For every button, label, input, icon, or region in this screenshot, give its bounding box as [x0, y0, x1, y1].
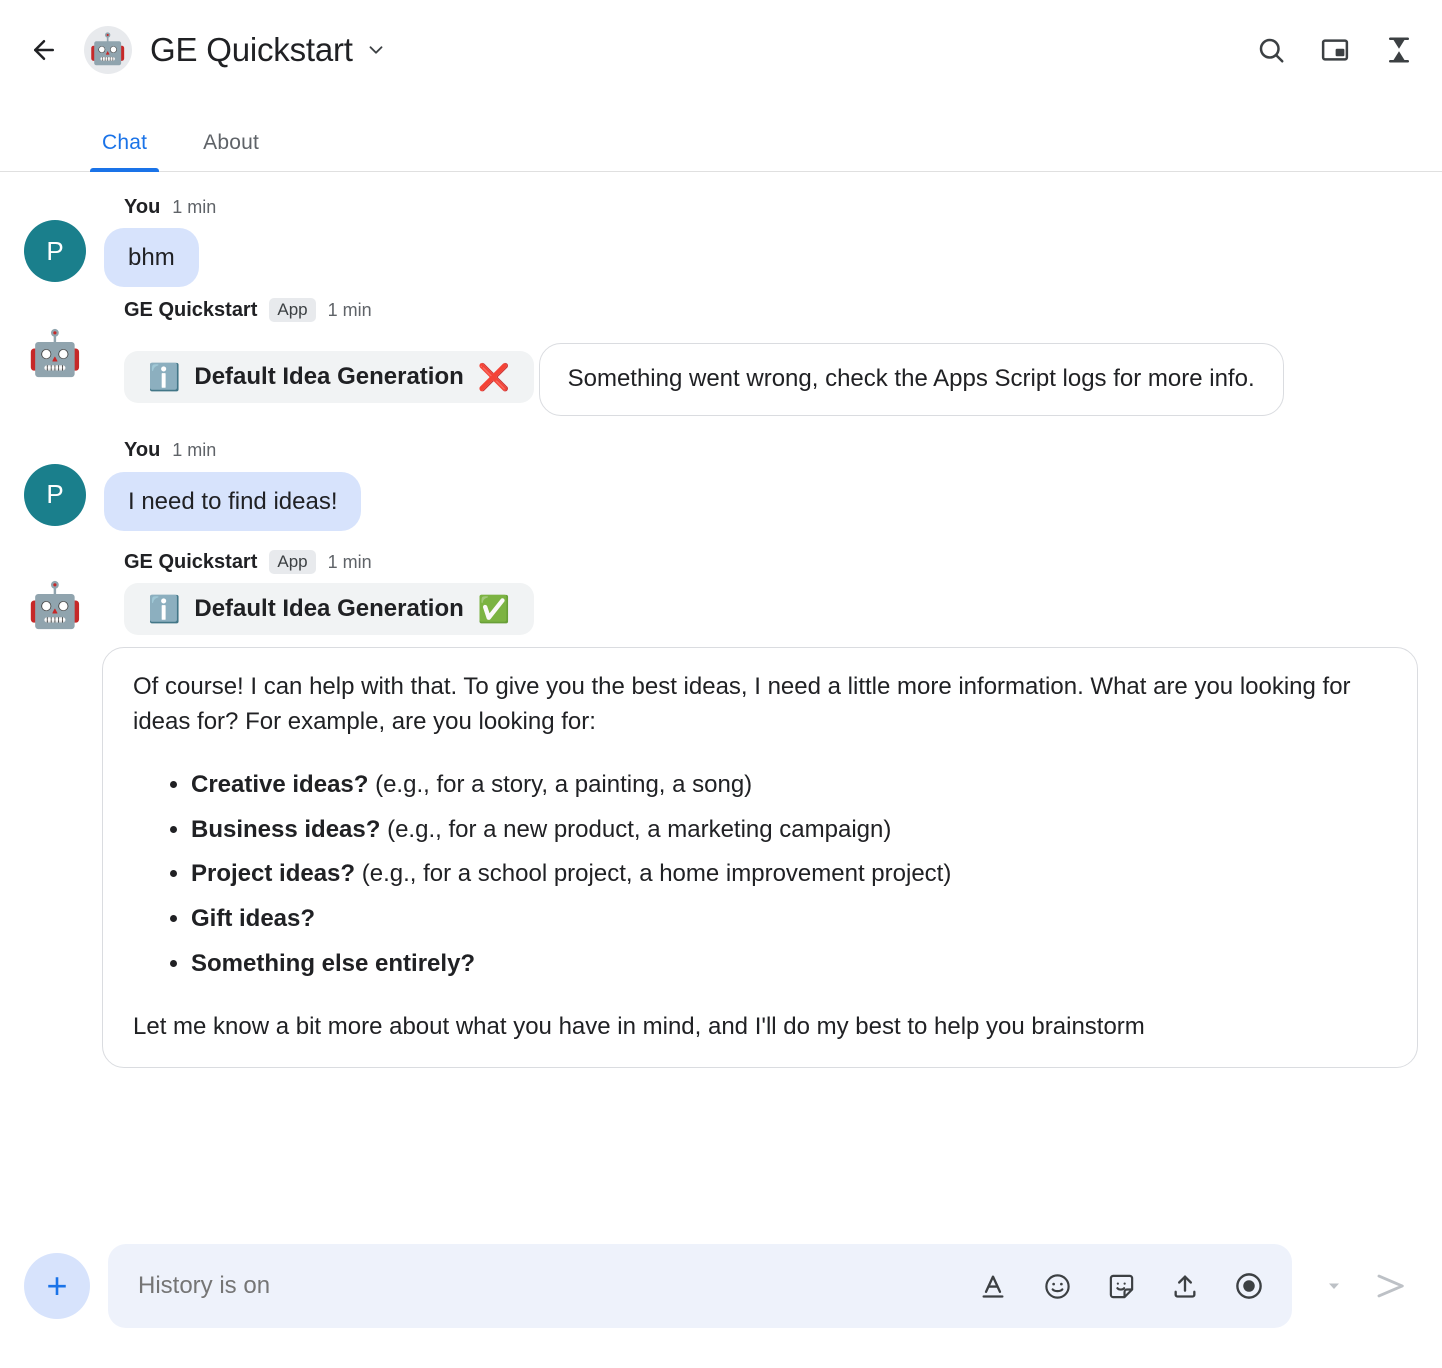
sender-name: You	[124, 195, 161, 218]
add-attachment-button[interactable]: +	[24, 1253, 90, 1319]
info-icon: ℹ️	[148, 594, 181, 625]
message-app-2	[0, 549, 1442, 1067]
list-item-detail: (e.g., for a school project, a home improvement project)	[355, 860, 952, 888]
robot-avatar-icon[interactable]: 🤖	[27, 329, 83, 379]
card-title: Default Idea Generation	[194, 363, 464, 391]
send-controls	[1314, 1263, 1414, 1309]
message-bubble[interactable]: bhm	[104, 228, 199, 287]
list-item-detail: (e.g., for a story, a painting, a song)	[368, 770, 753, 798]
message-body	[102, 438, 1418, 531]
avatar-slot	[24, 438, 102, 531]
message-body	[102, 194, 1418, 287]
sender-name: GE Quickstart	[124, 298, 258, 321]
message-thread[interactable]	[0, 172, 1442, 1228]
emoji-icon[interactable]	[1040, 1269, 1074, 1303]
back-arrow-icon[interactable]	[20, 26, 68, 74]
composer-input-bar[interactable]	[108, 1244, 1292, 1328]
card-header	[124, 583, 534, 635]
message-input[interactable]	[136, 1271, 976, 1301]
record-icon[interactable]	[1232, 1269, 1266, 1303]
idea-category-list	[133, 768, 1387, 982]
list-item-label: Gift ideas?	[191, 905, 316, 933]
message-meta	[102, 438, 1418, 464]
card-tail-text: Let me know a bit more about what you have in mind, and I'll do my best to help you brainstorm	[133, 1012, 1145, 1040]
message-meta	[102, 549, 1418, 575]
send-button[interactable]	[1368, 1263, 1414, 1309]
list-item	[191, 947, 1387, 982]
timestamp: 1 min	[327, 551, 372, 572]
avatar[interactable]: P	[24, 464, 86, 526]
message-body	[102, 549, 1418, 1067]
message-user-1	[0, 194, 1442, 287]
success-status-icon: ✅	[477, 594, 511, 625]
list-item-label: Business ideas?	[191, 815, 381, 843]
card-lead-text: Of course! I can help with that. To give you the best ideas, I need a little more information. What are you looking for ideas for? For example, are you looking for:	[133, 673, 1351, 735]
list-item	[191, 902, 1387, 937]
card-header	[124, 351, 534, 403]
timestamp: 1 min	[327, 299, 372, 320]
list-item	[191, 768, 1387, 803]
tab-chat[interactable]: Chat	[96, 131, 153, 171]
chevron-down-icon[interactable]	[365, 39, 387, 61]
message-meta	[102, 297, 1418, 323]
message-app-1	[0, 297, 1442, 416]
list-item	[191, 813, 1387, 848]
card-body	[539, 343, 1284, 416]
message-body	[102, 297, 1418, 416]
picture-in-picture-icon[interactable]	[1318, 33, 1352, 67]
message-meta	[102, 194, 1418, 220]
collapse-icon[interactable]	[1382, 33, 1416, 67]
sender-name: GE Quickstart	[124, 550, 258, 573]
app-badge: App	[269, 550, 315, 574]
timestamp: 1 min	[172, 196, 217, 217]
avatar-slot	[24, 549, 102, 1067]
message-bubble[interactable]: I need to find ideas!	[104, 472, 361, 531]
format-text-icon[interactable]	[976, 1269, 1010, 1303]
robot-avatar-icon[interactable]: 🤖	[27, 581, 83, 631]
card-text: Something went wrong, check the Apps Script logs for more info.	[567, 365, 1255, 393]
app-badge: App	[269, 298, 315, 322]
card-body	[102, 647, 1418, 1067]
tab-bar	[0, 100, 1442, 172]
message-composer	[0, 1228, 1442, 1368]
avatar-slot	[24, 194, 102, 287]
chat-header	[0, 0, 1442, 100]
list-item-label: Creative ideas?	[191, 770, 369, 798]
space-title-menu[interactable]	[150, 31, 387, 69]
search-icon[interactable]	[1254, 33, 1288, 67]
sticker-icon[interactable]	[1104, 1269, 1138, 1303]
sender-name: You	[124, 439, 161, 462]
card-title: Default Idea Generation	[194, 595, 464, 623]
list-item-label: Something else entirely?	[191, 949, 476, 977]
avatar[interactable]: P	[24, 220, 86, 282]
upload-file-icon[interactable]	[1168, 1269, 1202, 1303]
error-status-icon: ❌	[477, 362, 511, 393]
info-icon: ℹ️	[148, 362, 181, 393]
app-avatar	[84, 26, 132, 74]
page-title: GE Quickstart	[150, 31, 353, 68]
list-item	[191, 857, 1387, 892]
chevron-down-icon[interactable]	[1314, 1266, 1354, 1306]
timestamp: 1 min	[172, 440, 217, 461]
tab-about[interactable]: About	[203, 131, 260, 154]
message-user-2	[0, 438, 1442, 531]
robot-icon: 🤖	[89, 33, 127, 66]
avatar-slot	[24, 297, 102, 416]
list-item-label: Project ideas?	[191, 860, 356, 888]
composer-icons	[976, 1269, 1266, 1303]
list-item-detail: (e.g., for a new product, a marketing campaign)	[380, 815, 892, 843]
header-actions	[1254, 33, 1416, 67]
